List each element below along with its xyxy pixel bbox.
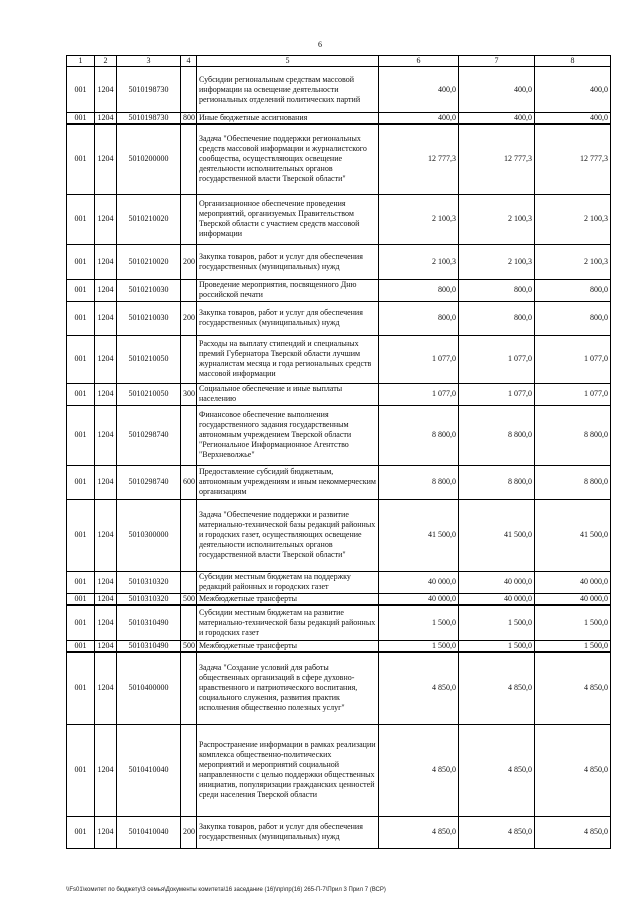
amount-year3-cell: 2 100,3 xyxy=(535,244,611,279)
table-row xyxy=(67,816,611,848)
item-name-cell: Проведение мероприятия, посвященного Дню российской печати xyxy=(197,279,379,301)
amount-year3-cell: 1 077,0 xyxy=(535,383,611,405)
amount-year3-cell: 4 850,0 xyxy=(535,724,611,816)
amount-year3-cell: 1 500,0 xyxy=(535,641,611,653)
admin-code-cell: 001 xyxy=(67,301,95,335)
target-article-cell: 5010300000 xyxy=(117,499,181,571)
admin-code-cell: 001 xyxy=(67,652,95,724)
column-number: 3 xyxy=(117,56,181,67)
expense-type-cell xyxy=(181,652,197,724)
item-name-cell: Межбюджетные трансферты xyxy=(197,593,379,605)
amount-year2-cell: 2 100,3 xyxy=(459,244,535,279)
amount-year1-cell: 4 850,0 xyxy=(379,816,459,848)
table-body xyxy=(67,67,611,849)
expense-type-cell: 200 xyxy=(181,816,197,848)
target-article-cell: 5010210030 xyxy=(117,279,181,301)
section-code-cell: 1204 xyxy=(95,383,117,405)
amount-year3-cell: 4 850,0 xyxy=(535,816,611,848)
expense-type-cell xyxy=(181,279,197,301)
table-row xyxy=(67,724,611,816)
item-name-cell: Социальное обеспечение и иные выплаты населению xyxy=(197,383,379,405)
amount-year2-cell: 41 500,0 xyxy=(459,499,535,571)
amount-year2-cell: 8 800,0 xyxy=(459,405,535,465)
amount-year2-cell: 400,0 xyxy=(459,113,535,125)
amount-year3-cell: 2 100,3 xyxy=(535,194,611,244)
item-name-cell: Задача "Обеспечение поддержки и развитие материально-технической базы редакций районных и городских газет, осуществляющих освещение деятельности исполнительных органов государственной власти Тверской области" xyxy=(197,499,379,571)
item-name-cell: Задача "Обеспечение поддержки региональных средств массовой информации и журналистского сообщества, осуществляющих освещение деятельности исполнительных органов государственной власти Тверской области" xyxy=(197,124,379,194)
section-code-cell: 1204 xyxy=(95,593,117,605)
item-name-cell: Расходы на выплату стипендий и специальных премий Губернатора Тверской области лучшим журналистам месяца и года региональных средств массовой информации xyxy=(197,335,379,383)
target-article-cell: 5010210050 xyxy=(117,335,181,383)
admin-code-cell: 001 xyxy=(67,724,95,816)
expense-type-cell xyxy=(181,194,197,244)
amount-year1-cell: 800,0 xyxy=(379,279,459,301)
table-row xyxy=(67,194,611,244)
target-article-cell: 5010298740 xyxy=(117,405,181,465)
expense-type-cell xyxy=(181,724,197,816)
target-article-cell: 5010310490 xyxy=(117,641,181,653)
expense-type-cell xyxy=(181,605,197,641)
table-row xyxy=(67,605,611,641)
expense-type-cell: 200 xyxy=(181,301,197,335)
admin-code-cell: 001 xyxy=(67,244,95,279)
admin-code-cell: 001 xyxy=(67,194,95,244)
section-code-cell: 1204 xyxy=(95,301,117,335)
amount-year2-cell: 800,0 xyxy=(459,301,535,335)
column-number: 4 xyxy=(181,56,197,67)
amount-year3-cell: 40 000,0 xyxy=(535,593,611,605)
amount-year3-cell: 1 500,0 xyxy=(535,605,611,641)
expense-type-cell: 800 xyxy=(181,113,197,125)
section-code-cell: 1204 xyxy=(95,67,117,113)
amount-year2-cell: 12 777,3 xyxy=(459,124,535,194)
item-name-cell: Субсидии местным бюджетам на поддержку редакций районных и городских газет xyxy=(197,571,379,593)
amount-year3-cell: 8 800,0 xyxy=(535,465,611,499)
file-path-footer: \\Fs01\комитет по бюджету\3 семья\Документы комитета\16 заседание (16)\пр\пр(16) 265-П-7\Прил 3 Прил 7 (ВСР) xyxy=(66,887,386,893)
item-name-cell: Организационное обеспечение проведения мероприятий, организуемых Правительством Тверской области с участием средств массовой информации xyxy=(197,194,379,244)
page-number: 6 xyxy=(318,40,322,49)
section-code-cell: 1204 xyxy=(95,244,117,279)
table-row xyxy=(67,652,611,724)
target-article-cell: 5010198730 xyxy=(117,113,181,125)
target-article-cell: 5010410040 xyxy=(117,816,181,848)
section-code-cell: 1204 xyxy=(95,641,117,653)
section-code-cell: 1204 xyxy=(95,113,117,125)
section-code-cell: 1204 xyxy=(95,571,117,593)
item-name-cell: Финансовое обеспечение выполнения государственного задания государственным автономным учреждением Тверской области "Региональное Информационное Агентство "Верхневолжье" xyxy=(197,405,379,465)
amount-year1-cell: 4 850,0 xyxy=(379,652,459,724)
target-article-cell: 5010210020 xyxy=(117,244,181,279)
amount-year3-cell: 8 800,0 xyxy=(535,405,611,465)
amount-year2-cell: 1 077,0 xyxy=(459,335,535,383)
amount-year1-cell: 4 850,0 xyxy=(379,724,459,816)
amount-year2-cell: 1 077,0 xyxy=(459,383,535,405)
amount-year1-cell: 2 100,3 xyxy=(379,194,459,244)
amount-year2-cell: 40 000,0 xyxy=(459,593,535,605)
amount-year1-cell: 2 100,3 xyxy=(379,244,459,279)
admin-code-cell: 001 xyxy=(67,641,95,653)
admin-code-cell: 001 xyxy=(67,124,95,194)
section-code-cell: 1204 xyxy=(95,816,117,848)
section-code-cell: 1204 xyxy=(95,194,117,244)
table-row xyxy=(67,465,611,499)
amount-year1-cell: 8 800,0 xyxy=(379,405,459,465)
amount-year3-cell: 41 500,0 xyxy=(535,499,611,571)
amount-year1-cell: 800,0 xyxy=(379,301,459,335)
item-name-cell: Межбюджетные трансферты xyxy=(197,641,379,653)
section-code-cell: 1204 xyxy=(95,279,117,301)
amount-year3-cell: 400,0 xyxy=(535,113,611,125)
expense-type-cell: 500 xyxy=(181,593,197,605)
target-article-cell: 5010310320 xyxy=(117,571,181,593)
amount-year2-cell: 4 850,0 xyxy=(459,652,535,724)
admin-code-cell: 001 xyxy=(67,571,95,593)
target-article-cell: 5010210030 xyxy=(117,301,181,335)
amount-year2-cell: 1 500,0 xyxy=(459,641,535,653)
table-row xyxy=(67,335,611,383)
expense-type-cell: 200 xyxy=(181,244,197,279)
amount-year3-cell: 400,0 xyxy=(535,67,611,113)
amount-year1-cell: 1 077,0 xyxy=(379,335,459,383)
column-number: 7 xyxy=(459,56,535,67)
amount-year3-cell: 800,0 xyxy=(535,301,611,335)
amount-year1-cell: 40 000,0 xyxy=(379,593,459,605)
expense-type-cell xyxy=(181,499,197,571)
amount-year2-cell: 4 850,0 xyxy=(459,724,535,816)
item-name-cell: Распространение информации в рамках реализации комплекса общественно-политических мероприятий и мероприятий социальной направленности с целью поддержки общественных инициатив, популяризации гражданских ценностей среди населения Тверской области xyxy=(197,724,379,816)
section-code-cell: 1204 xyxy=(95,335,117,383)
section-code-cell: 1204 xyxy=(95,652,117,724)
item-name-cell: Закупка товаров, работ и услуг для обеспечения государственных (муниципальных) нужд xyxy=(197,301,379,335)
target-article-cell: 5010198730 xyxy=(117,67,181,113)
amount-year1-cell: 400,0 xyxy=(379,113,459,125)
admin-code-cell: 001 xyxy=(67,279,95,301)
expense-type-cell xyxy=(181,571,197,593)
target-article-cell: 5010410040 xyxy=(117,724,181,816)
item-name-cell: Предоставление субсидий бюджетным, автономным учреждениям и иным некоммерческим организациям xyxy=(197,465,379,499)
section-code-cell: 1204 xyxy=(95,724,117,816)
item-name-cell: Закупка товаров, работ и услуг для обеспечения государственных (муниципальных) нужд xyxy=(197,244,379,279)
section-code-cell: 1204 xyxy=(95,124,117,194)
expense-type-cell xyxy=(181,124,197,194)
admin-code-cell: 001 xyxy=(67,593,95,605)
section-code-cell: 1204 xyxy=(95,465,117,499)
admin-code-cell: 001 xyxy=(67,113,95,125)
expense-type-cell: 500 xyxy=(181,641,197,653)
target-article-cell: 5010310490 xyxy=(117,605,181,641)
amount-year1-cell: 400,0 xyxy=(379,67,459,113)
item-name-cell: Задача "Создание условий для работы общественных организаций в сфере духовно-нравственного и патриотического воспитания, социального служения, развития практик исполнения общественно полезных услуг" xyxy=(197,652,379,724)
amount-year2-cell: 1 500,0 xyxy=(459,605,535,641)
amount-year3-cell: 800,0 xyxy=(535,279,611,301)
admin-code-cell: 001 xyxy=(67,383,95,405)
admin-code-cell: 001 xyxy=(67,465,95,499)
table-row xyxy=(67,405,611,465)
table-row xyxy=(67,113,611,125)
item-name-cell: Субсидии региональным средствам массовой информации на освещение деятельности региональных отделений политических партий xyxy=(197,67,379,113)
table-row xyxy=(67,67,611,113)
amount-year1-cell: 12 777,3 xyxy=(379,124,459,194)
table-row xyxy=(67,124,611,194)
amount-year1-cell: 40 000,0 xyxy=(379,571,459,593)
section-code-cell: 1204 xyxy=(95,499,117,571)
column-number: 6 xyxy=(379,56,459,67)
column-number: 1 xyxy=(67,56,95,67)
item-name-cell: Закупка товаров, работ и услуг для обеспечения государственных (муниципальных) нужд xyxy=(197,816,379,848)
amount-year2-cell: 4 850,0 xyxy=(459,816,535,848)
column-number: 5 xyxy=(197,56,379,67)
budget-table xyxy=(66,55,611,849)
amount-year2-cell: 40 000,0 xyxy=(459,571,535,593)
amount-year1-cell: 1 500,0 xyxy=(379,605,459,641)
target-article-cell: 5010310320 xyxy=(117,593,181,605)
item-name-cell: Субсидии местным бюджетам на развитие материально-технической базы редакций районных и городских газет xyxy=(197,605,379,641)
amount-year2-cell: 8 800,0 xyxy=(459,465,535,499)
amount-year2-cell: 400,0 xyxy=(459,67,535,113)
expense-type-cell xyxy=(181,405,197,465)
table-row xyxy=(67,499,611,571)
admin-code-cell: 001 xyxy=(67,499,95,571)
admin-code-cell: 001 xyxy=(67,335,95,383)
amount-year1-cell: 8 800,0 xyxy=(379,465,459,499)
amount-year1-cell: 1 077,0 xyxy=(379,383,459,405)
section-code-cell: 1204 xyxy=(95,605,117,641)
expense-type-cell xyxy=(181,67,197,113)
section-code-cell: 1204 xyxy=(95,405,117,465)
target-article-cell: 5010210020 xyxy=(117,194,181,244)
column-number: 2 xyxy=(95,56,117,67)
amount-year1-cell: 41 500,0 xyxy=(379,499,459,571)
table-row xyxy=(67,279,611,301)
target-article-cell: 5010200000 xyxy=(117,124,181,194)
expense-type-cell xyxy=(181,335,197,383)
column-number: 8 xyxy=(535,56,611,67)
amount-year3-cell: 1 077,0 xyxy=(535,335,611,383)
table-row xyxy=(67,641,611,653)
amount-year2-cell: 2 100,3 xyxy=(459,194,535,244)
admin-code-cell: 001 xyxy=(67,67,95,113)
target-article-cell: 5010298740 xyxy=(117,465,181,499)
table-row xyxy=(67,383,611,405)
amount-year3-cell: 4 850,0 xyxy=(535,652,611,724)
table-row xyxy=(67,301,611,335)
table-row xyxy=(67,244,611,279)
item-name-cell: Иные бюджетные ассигнования xyxy=(197,113,379,125)
admin-code-cell: 001 xyxy=(67,405,95,465)
table-row xyxy=(67,571,611,593)
amount-year3-cell: 12 777,3 xyxy=(535,124,611,194)
expense-type-cell: 600 xyxy=(181,465,197,499)
table-row xyxy=(67,593,611,605)
column-number-row xyxy=(67,56,611,67)
target-article-cell: 5010210050 xyxy=(117,383,181,405)
amount-year1-cell: 1 500,0 xyxy=(379,641,459,653)
admin-code-cell: 001 xyxy=(67,816,95,848)
admin-code-cell: 001 xyxy=(67,605,95,641)
expense-type-cell: 300 xyxy=(181,383,197,405)
amount-year3-cell: 40 000,0 xyxy=(535,571,611,593)
target-article-cell: 5010400000 xyxy=(117,652,181,724)
amount-year2-cell: 800,0 xyxy=(459,279,535,301)
